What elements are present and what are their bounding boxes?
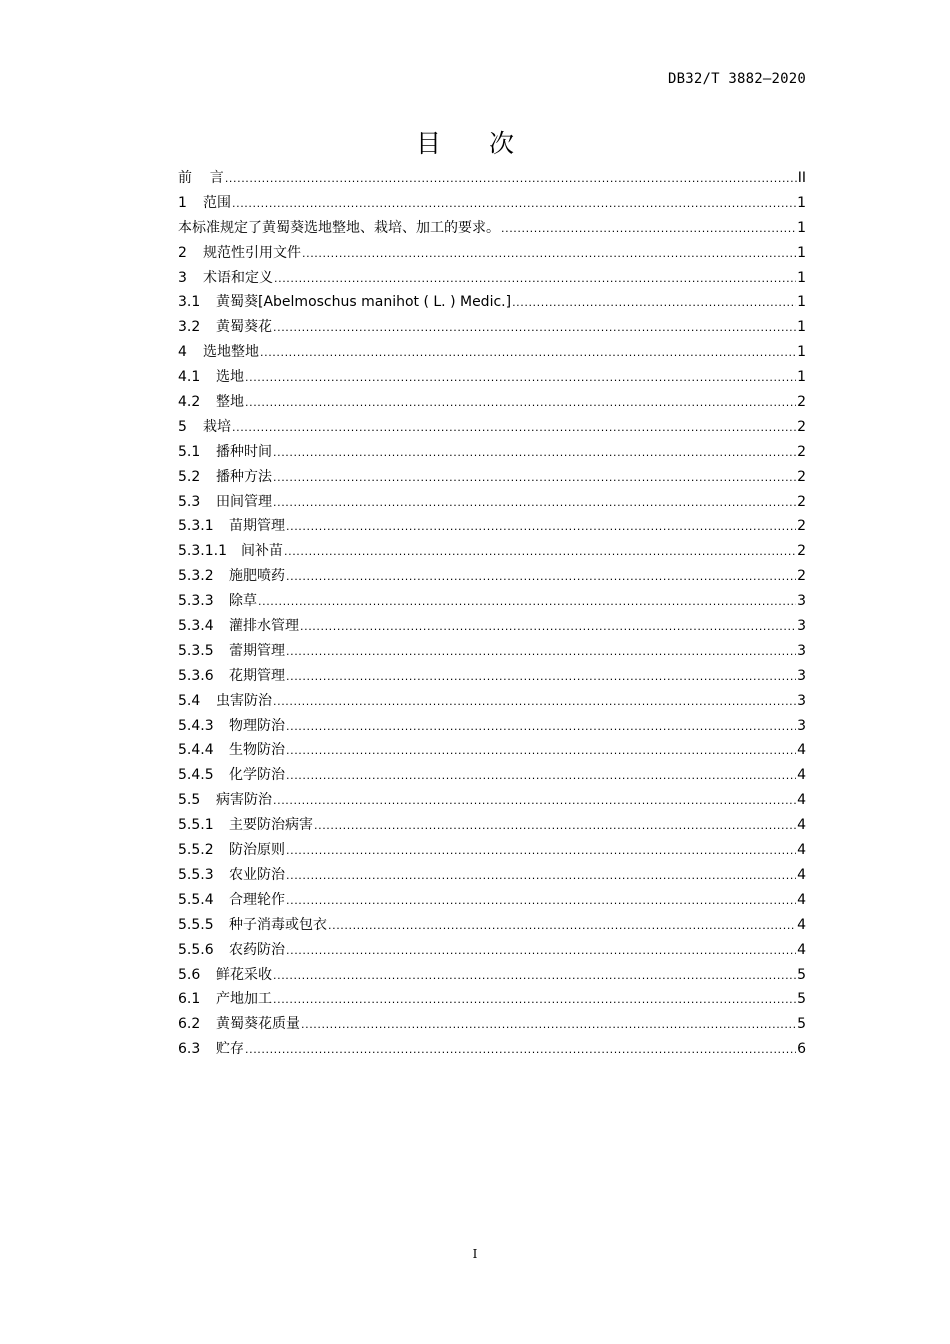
toc-dot-leader: [273, 466, 796, 491]
toc-list: [178, 166, 806, 1062]
toc-entry-label: 产地加工: [216, 991, 272, 1008]
toc-entry[interactable]: [178, 465, 806, 490]
toc-entry-label: 施肥喷药: [229, 568, 285, 585]
toc-entry-number: 6.2: [178, 1016, 201, 1033]
page-number: I: [472, 1247, 478, 1261]
toc-entry-label: 田间管理: [216, 493, 272, 510]
toc-entry-label: 选地: [216, 369, 244, 386]
toc-dot-leader: [284, 540, 796, 565]
toc-entry-page: 2: [797, 443, 806, 460]
toc-entry-number: 5.2: [178, 468, 201, 485]
toc-entry-number: 6.1: [178, 991, 201, 1008]
toc-entry-page: 1: [797, 244, 806, 261]
toc-entry-number: 4.2: [178, 394, 201, 411]
toc-entry-number: 5.5.2: [178, 842, 214, 859]
toc-entry-label: 生物防治: [229, 742, 285, 759]
toc-entry[interactable]: [178, 639, 806, 664]
toc-dot-leader: [501, 217, 796, 242]
toc-dot-leader: [302, 242, 796, 267]
toc-entry[interactable]: [178, 813, 806, 838]
toc-entry[interactable]: [178, 589, 806, 614]
toc-entry[interactable]: [178, 241, 806, 266]
toc-entry-number: 4: [178, 344, 187, 361]
toc-entry-number: 6.3: [178, 1041, 201, 1058]
toc-entry[interactable]: [178, 440, 806, 465]
toc-entry-number: 5.5.5: [178, 916, 214, 933]
toc-entry-label: 播种时间: [216, 443, 272, 460]
toc-entry-number: 5.3.6: [178, 667, 214, 684]
toc-entry-number: 5: [178, 418, 187, 435]
toc-entry-label: 黄蜀葵花: [216, 319, 272, 336]
toc-entry-number: 5.5: [178, 792, 201, 809]
toc-entry[interactable]: [178, 365, 806, 390]
toc-entry-page: 2: [797, 543, 806, 560]
toc-entry-page: 3: [797, 642, 806, 659]
toc-entry-page: 3: [797, 717, 806, 734]
toc-entry[interactable]: [178, 938, 806, 963]
toc-entry-label: 花期管理: [229, 667, 285, 684]
toc-entry-number: 5.1: [178, 443, 201, 460]
toc-entry[interactable]: [178, 290, 806, 315]
toc-entry-label: 虫害防治: [216, 692, 272, 709]
toc-entry[interactable]: [178, 266, 806, 291]
toc-dot-leader: [301, 1013, 796, 1038]
toc-entry-label: 间补苗: [241, 543, 283, 560]
toc-dot-leader: [245, 391, 796, 416]
toc-dot-leader: [286, 864, 796, 889]
toc-entry-label: 术语和定义: [203, 269, 273, 286]
toc-entry[interactable]: [178, 539, 806, 564]
toc-dot-leader: [286, 565, 796, 590]
toc-dot-leader: [328, 914, 796, 939]
toc-dot-leader: [286, 764, 796, 789]
toc-dot-leader: [286, 515, 796, 540]
toc-entry-page: 5: [797, 991, 806, 1008]
toc-dot-leader: [274, 267, 796, 292]
toc-dot-leader: [232, 416, 796, 441]
toc-dot-leader: [273, 690, 796, 715]
toc-entry-number: 5.5.6: [178, 941, 214, 958]
toc-dot-leader: [286, 665, 796, 690]
toc-entry-label: 除草: [229, 593, 257, 610]
toc-entry-number: 5.3.1: [178, 518, 214, 535]
toc-entry-number: 5.3.4: [178, 618, 214, 635]
toc-entry-label: 农药防治: [229, 941, 285, 958]
toc-entry-number: 5.5.1: [178, 817, 214, 834]
toc-entry-page: 1: [797, 194, 806, 211]
doc-code: DB32/T 3882—2020: [667, 71, 806, 87]
toc-entry-page: II: [797, 170, 806, 186]
toc-dot-leader: [232, 192, 796, 217]
toc-dot-leader: [300, 615, 796, 640]
toc-entry-page: 2: [797, 394, 806, 411]
toc-entry[interactable]: [178, 216, 806, 241]
toc-entry-page: 5: [797, 966, 806, 983]
toc-entry-page: 4: [797, 941, 806, 958]
toc-entry[interactable]: [178, 415, 806, 440]
toc-entry[interactable]: [178, 166, 806, 191]
toc-dot-leader: [286, 640, 796, 665]
toc-entry-label: 整地: [216, 394, 244, 411]
toc-dot-leader: [225, 167, 797, 192]
toc-dot-leader: [260, 341, 796, 366]
toc-dot-leader: [273, 441, 796, 466]
toc-entry-page: 1: [797, 319, 806, 336]
toc-entry-page: 4: [797, 817, 806, 834]
toc-entry[interactable]: [178, 738, 806, 763]
toc-entry-number: 5.3.2: [178, 568, 214, 585]
toc-entry-label: 选地整地: [203, 344, 259, 361]
toc-entry[interactable]: [178, 788, 806, 813]
toc-entry-page: 4: [797, 866, 806, 883]
toc-dot-leader: [273, 789, 796, 814]
toc-entry-label: 鲜花采收: [216, 966, 272, 983]
toc-entry[interactable]: [178, 863, 806, 888]
toc-entry[interactable]: [178, 963, 806, 988]
toc-dot-leader: [314, 814, 796, 839]
toc-entry[interactable]: [178, 514, 806, 539]
toc-entry[interactable]: [178, 340, 806, 365]
toc-entry-page: 6: [797, 1041, 806, 1058]
toc-entry-number: 3.1: [178, 294, 201, 311]
toc-entry-page: 2: [797, 568, 806, 585]
toc-entry-page: 1: [797, 294, 806, 311]
toc-dot-leader: [258, 590, 796, 615]
toc-entry-page: 1: [797, 219, 806, 236]
toc-entry-label: 蕾期管理: [229, 642, 285, 659]
toc-entry[interactable]: [178, 888, 806, 913]
toc-entry[interactable]: [178, 714, 806, 739]
toc-entry-label: 贮存: [216, 1041, 244, 1058]
toc-entry-label: 栽培: [203, 418, 231, 435]
toc-entry-number: 5.4.5: [178, 767, 214, 784]
toc-entry[interactable]: [178, 763, 806, 788]
toc-entry-number: 3: [178, 269, 187, 286]
toc-dot-leader: [512, 291, 796, 316]
toc-entry-label: 主要防治病害: [229, 817, 313, 834]
toc-dot-leader: [273, 964, 796, 989]
toc-entry-number: 5.4.3: [178, 717, 214, 734]
toc-entry-page: 2: [797, 468, 806, 485]
toc-dot-leader: [286, 839, 796, 864]
toc-entry-label: 黄蜀葵[Abelmoschus manihot ( L. ) Medic.]: [216, 294, 512, 311]
toc-entry[interactable]: [178, 664, 806, 689]
toc-entry-page: 4: [797, 842, 806, 859]
toc-dot-leader: [245, 366, 796, 391]
toc-entry-page: 3: [797, 618, 806, 635]
toc-entry-label: 播种方法: [216, 468, 272, 485]
toc-entry-number: 1: [178, 194, 187, 211]
toc-entry-label: 农业防治: [229, 866, 285, 883]
toc-dot-leader: [245, 1038, 796, 1063]
toc-entry[interactable]: [178, 191, 806, 216]
toc-entry[interactable]: [178, 490, 806, 515]
toc-entry-label: 苗期管理: [229, 518, 285, 535]
toc-dot-leader: [286, 715, 796, 740]
toc-entry-label: 灌排水管理: [229, 618, 299, 635]
toc-entry-label: 黄蜀葵花质量: [216, 1016, 300, 1033]
toc-entry-number: 5.3: [178, 493, 201, 510]
toc-dot-leader: [273, 988, 796, 1013]
toc-dot-leader: [286, 889, 796, 914]
toc-entry-page: 1: [797, 269, 806, 286]
toc-entry-number: 5.4: [178, 692, 201, 709]
toc-entry[interactable]: [178, 390, 806, 415]
toc-entry-page: 4: [797, 916, 806, 933]
toc-entry-page: 2: [797, 493, 806, 510]
toc-entry[interactable]: [178, 838, 806, 863]
toc-entry-number: 5.6: [178, 966, 201, 983]
toc-entry-label: 物理防治: [229, 717, 285, 734]
toc-entry[interactable]: [178, 689, 806, 714]
toc-entry[interactable]: [178, 1012, 806, 1037]
toc-entry[interactable]: [178, 1037, 806, 1062]
toc-entry-number: 5.3.5: [178, 642, 214, 659]
toc-entry[interactable]: [178, 564, 806, 589]
toc-entry-page: 4: [797, 792, 806, 809]
toc-entry-number: 5.5.4: [178, 891, 214, 908]
toc-entry-label: 前 言: [178, 170, 224, 186]
toc-entry-page: 5: [797, 1016, 806, 1033]
toc-dot-leader: [273, 316, 796, 341]
toc-entry-page: 4: [797, 742, 806, 759]
toc-entry-label: 本标准规定了黄蜀葵选地整地、栽培、加工的要求。: [178, 219, 500, 236]
toc-entry-label: 规范性引用文件: [203, 244, 301, 261]
toc-dot-leader: [286, 939, 796, 964]
toc-dot-leader: [286, 739, 796, 764]
toc-entry-label: 种子消毒或包衣: [229, 916, 327, 933]
toc-entry-number: 4.1: [178, 369, 201, 386]
toc-entry-number: 3.2: [178, 319, 201, 336]
toc-entry-page: 3: [797, 667, 806, 684]
toc-title: 目 次: [416, 129, 534, 158]
toc-entry-page: 4: [797, 891, 806, 908]
toc-entry-label: 化学防治: [229, 767, 285, 784]
toc-entry-page: 3: [797, 593, 806, 610]
toc-entry-label: 合理轮作: [229, 891, 285, 908]
toc-entry[interactable]: [178, 614, 806, 639]
toc-entry-number: 2: [178, 244, 187, 261]
toc-entry-label: 病害防治: [216, 792, 272, 809]
toc-entry-page: 2: [797, 518, 806, 535]
toc-entry-page: 2: [797, 418, 806, 435]
toc-entry-label: 范围: [203, 194, 231, 211]
toc-entry-number: 5.5.3: [178, 866, 214, 883]
toc-entry[interactable]: [178, 913, 806, 938]
toc-entry-number: 5.3.3: [178, 593, 214, 610]
toc-dot-leader: [273, 491, 796, 516]
toc-entry-page: 1: [797, 344, 806, 361]
toc-entry[interactable]: [178, 315, 806, 340]
toc-entry-label: 防治原则: [229, 842, 285, 859]
toc-entry[interactable]: [178, 987, 806, 1012]
toc-entry-page: 1: [797, 369, 806, 386]
toc-entry-number: 5.4.4: [178, 742, 214, 759]
toc-entry-page: 3: [797, 692, 806, 709]
toc-entry-number: 5.3.1.1: [178, 543, 227, 560]
toc-entry-page: 4: [797, 767, 806, 784]
